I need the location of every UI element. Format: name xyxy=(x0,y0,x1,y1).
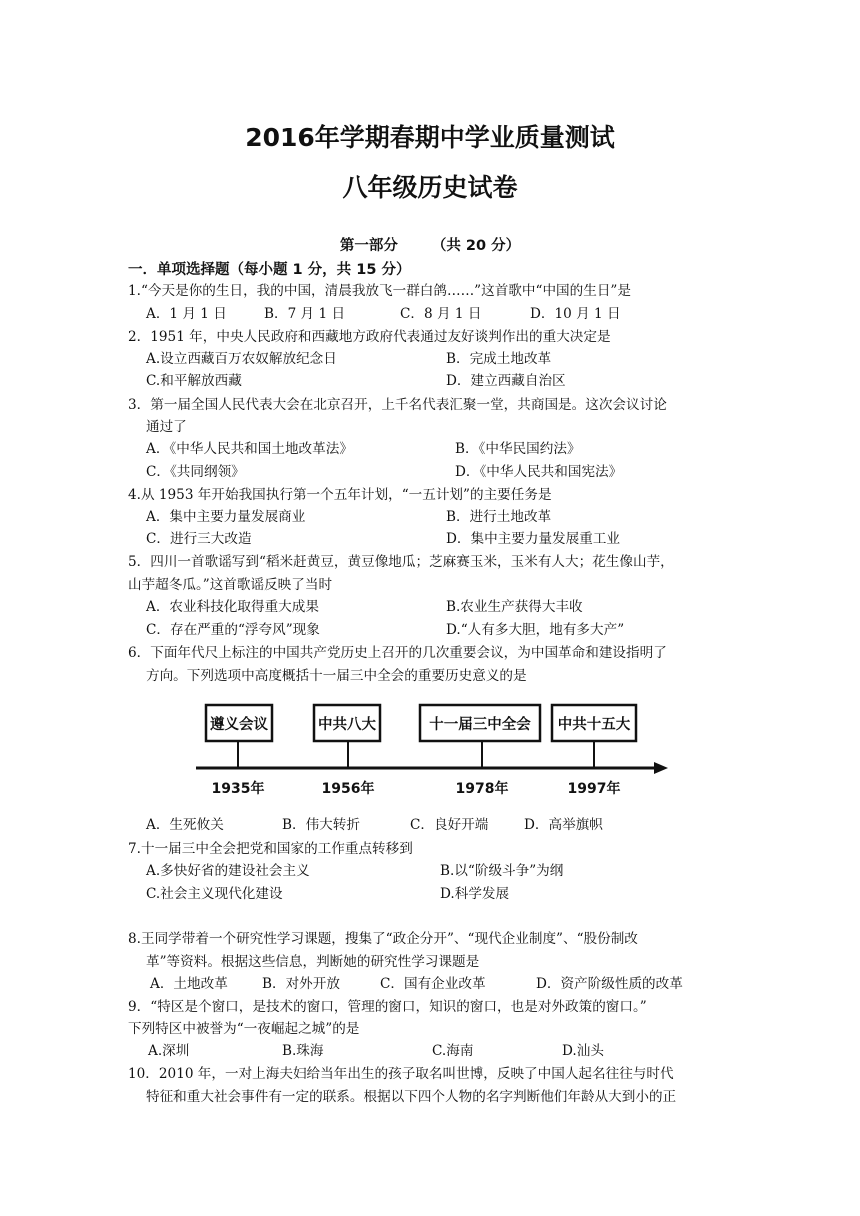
exam-title: 2016年学期春期中学业质量测试 xyxy=(245,123,615,152)
q1-option-c: C．8 月 1 日 xyxy=(400,306,482,322)
question-10-stem: 10．2010 年，一对上海夫妇给当年出生的孩子取名叫世博，反映了中国人起名往往与时代 xyxy=(128,1066,674,1082)
part-score: （共 20 分） xyxy=(431,238,521,254)
q5-option-c: C．存在严重的“浮夸风”现象 xyxy=(146,622,320,638)
timeline-event-zunyi xyxy=(206,705,272,768)
q7-option-a: A.多快好省的建设社会主义 xyxy=(146,863,310,879)
part-name: 第一部分 xyxy=(339,238,398,254)
q3-option-b: B．《中华民国约法》 xyxy=(455,441,581,457)
q1-option-a: A．1 月 1 日 xyxy=(146,306,227,322)
question-9-stem: 9．“特区是个窗口，是技术的窗口，管理的窗口，知识的窗口，也是对外政策的窗口。” xyxy=(128,999,647,1015)
q7-option-b: B.以“阶级斗争”为纲 xyxy=(440,863,564,879)
question-10-stem-cont: 特征和重大社会事件有一定的联系。根据以下四个人物的名字判断他们年龄从大到小的正 xyxy=(146,1089,677,1105)
question-9-stem-cont: 下列特区中被誉为“一夜崛起之城”的是 xyxy=(128,1021,360,1037)
q2-option-b: B．完成土地改革 xyxy=(446,351,552,367)
q4-option-d: D．集中主要力量发展重工业 xyxy=(446,531,621,547)
question-5-stem: 5．四川一首歌谣写到“稻米赶黄豆，黄豆像地瓜；芝麻赛玉米，玉米有人大；花生像山芋， xyxy=(128,554,674,570)
timeline-axis xyxy=(196,762,668,774)
question-4-stem: 4.从 1953 年开始我国执行第一个五年计划，“一五计划”的主要任务是 xyxy=(128,487,552,503)
q6-option-b: B．伟大转折 xyxy=(282,817,360,833)
timeline-event-15th-congress xyxy=(552,705,636,768)
question-6-stem-cont: 方向。下列选项中高度概括十一届三中全会的重要历史意义的是 xyxy=(146,668,527,684)
q5-option-d: D.“人有多大胆，地有多大产” xyxy=(446,622,625,638)
q3-option-a: A．《中华人民共和国土地改革法》 xyxy=(146,441,353,457)
q6-option-a: A．生死攸关 xyxy=(146,817,224,833)
timeline-event-label: 十一届三中全会 xyxy=(429,717,531,733)
q9-option-c: C.海南 xyxy=(432,1043,474,1059)
timeline-event-label: 遵义会议 xyxy=(210,717,268,733)
q2-option-c: C.和平解放西藏 xyxy=(146,373,242,389)
question-1-stem: 1.“今天是你的生日，我的中国，清晨我放飞一群白鸽……”这首歌中“中国的生日”是 xyxy=(128,283,631,299)
timeline-event-third-plenum xyxy=(420,705,540,768)
question-3-stem: 3．第一届全国人民代表大会在北京召开，上千名代表汇聚一堂，共商国是。这次会议讨论 xyxy=(128,397,667,413)
question-5-stem-cont: 山芋超冬瓜。”这首歌谣反映了当时 xyxy=(128,577,333,593)
timeline-year-1935: 1935年 xyxy=(211,781,265,797)
exam-subtitle: 八年级历史试卷 xyxy=(342,173,518,202)
timeline-event-label: 中共十五大 xyxy=(557,717,631,733)
question-6-stem: 6．下面年代尺上标注的中国共产党历史上召开的几次重要会议，为中国革命和建设指明了 xyxy=(128,645,667,661)
q7-option-c: C.社会主义现代化建设 xyxy=(146,886,283,902)
q4-option-a: A．集中主要力量发展商业 xyxy=(146,509,306,525)
question-7-stem: 7.十一届三中全会把党和国家的工作重点转移到 xyxy=(128,841,413,857)
q3-option-d: D．《中华人民共和国宪法》 xyxy=(455,464,623,480)
q4-option-b: B．进行土地改革 xyxy=(446,509,552,525)
question-3-stem-cont: 通过了 xyxy=(146,419,187,435)
q2-option-a: A.设立西藏百万农奴解放纪念日 xyxy=(146,351,337,367)
q9-option-b: B.珠海 xyxy=(282,1043,324,1059)
q6-option-c: C．良好开端 xyxy=(410,817,489,833)
q8-option-d: D．资产阶级性质的改革 xyxy=(536,976,683,992)
q8-option-b: B．对外开放 xyxy=(262,976,340,992)
q8-option-a: A．土地改革 xyxy=(150,976,228,992)
section-heading: 一．单项选择题（每小题 1 分，共 15 分） xyxy=(128,262,411,278)
q5-option-a: A．农业科技化取得重大成果 xyxy=(146,599,319,615)
q8-option-c: C．国有企业改革 xyxy=(380,976,486,992)
q9-option-d: D.汕头 xyxy=(562,1043,604,1059)
q6-option-d: D．高举旗帜 xyxy=(524,817,603,833)
timeline-event-label: 中共八大 xyxy=(318,717,376,733)
timeline-figure xyxy=(192,696,672,808)
q4-option-c: C．进行三大改造 xyxy=(146,531,252,547)
q5-option-b: B.农业生产获得大丰收 xyxy=(446,599,583,615)
question-8-stem-cont: 革”等资料。根据这些信息，判断她的研究性学习课题是 xyxy=(146,954,480,970)
q9-option-a: A.深圳 xyxy=(148,1043,190,1059)
question-8-stem: 8.王同学带着一个研究性学习课题，搜集了“政企分开”、“现代企业制度”、“股份制改 xyxy=(128,931,638,947)
timeline-event-8th-congress xyxy=(314,705,380,768)
q2-option-d: D．建立西藏自治区 xyxy=(446,373,566,389)
q3-option-c: C．《共同纲领》 xyxy=(146,464,245,480)
q1-option-d: D．10 月 1 日 xyxy=(530,306,621,322)
q7-option-d: D.科学发展 xyxy=(440,886,510,902)
question-2-stem: 2．1951 年，中央人民政府和西藏地方政府代表通过友好谈判作出的重大决定是 xyxy=(128,329,611,345)
timeline-year-1956: 1956年 xyxy=(321,781,375,797)
timeline-year-1978: 1978年 xyxy=(455,781,509,797)
part-heading xyxy=(0,234,860,255)
timeline-year-1997: 1997年 xyxy=(567,781,621,797)
q1-option-b: B．7 月 1 日 xyxy=(264,306,346,322)
